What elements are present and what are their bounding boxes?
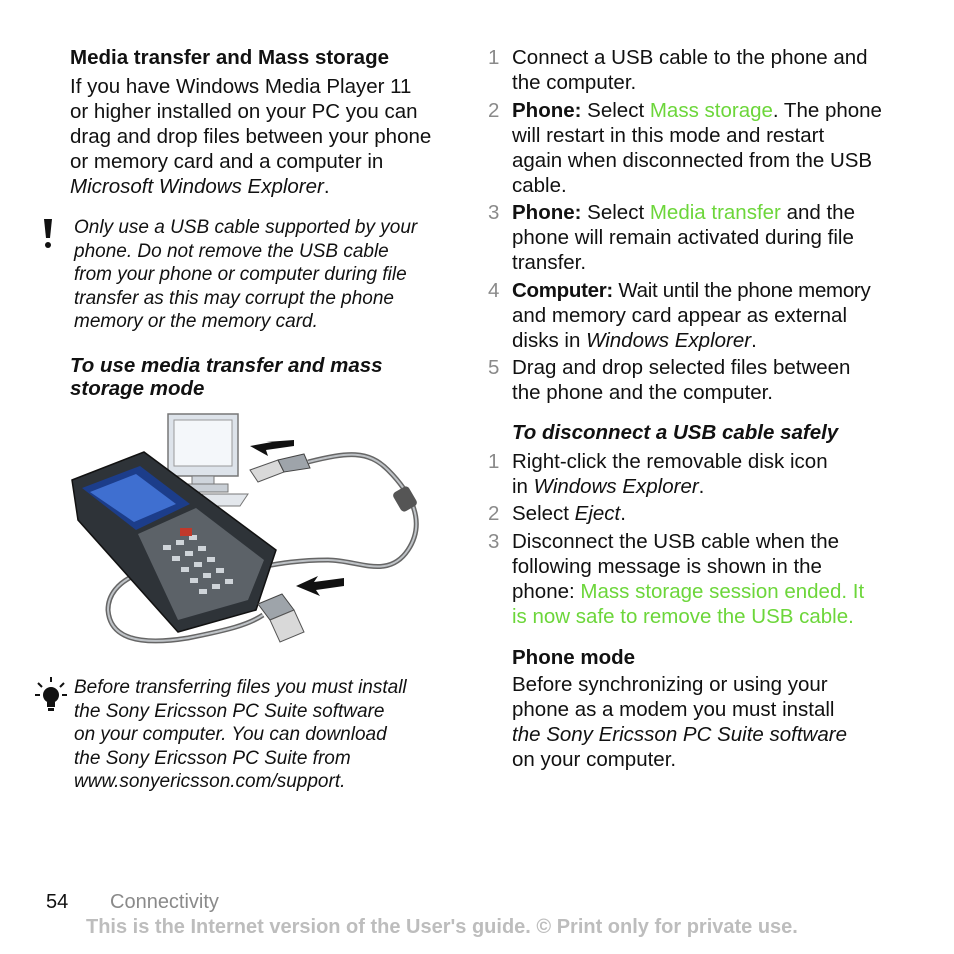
disconnect-step-2: 2 Select Eject. bbox=[488, 502, 626, 525]
phone-mode-paragraph: Before synchronizing or using your phone as a modem you must install the Sony Ericsson PC Suite software on your computer. bbox=[512, 673, 847, 771]
exclamation-icon bbox=[42, 218, 54, 250]
menu-term-media-transfer: Media transfer bbox=[649, 201, 781, 224]
step-number: 5 bbox=[488, 356, 500, 379]
step-3: 3 Phone: Select Media transfer and the phone will remain activated during file transfer. bbox=[488, 201, 855, 274]
phone-mode-heading: Phone mode bbox=[512, 646, 636, 669]
disconnect-step-3: 3 Disconnect the USB cable when the following message is shown in the phone: Mass storage session ended. It is now safe to remove the USB cable. bbox=[488, 529, 898, 629]
step-2: 2 Phone: Select Mass storage. The phone will restart in this mode and restart again when disconnected from the USB cable. bbox=[488, 99, 882, 197]
step-number: 2 bbox=[488, 502, 500, 525]
warning-note: Only use a USB cable supported by your phone. Do not remove the USB cable from your phone or computer during file transfer as this may corrupt the phone memory or the memory card. bbox=[74, 217, 418, 332]
section-name: Connectivity bbox=[110, 891, 219, 913]
step-number: 1 bbox=[488, 46, 500, 69]
procedure-title: To use media transfer and mass storage mode bbox=[70, 354, 383, 400]
menu-term-mass-storage: Mass storage bbox=[649, 99, 773, 122]
status-message: Mass storage session ended. It bbox=[580, 580, 865, 603]
step-number: 3 bbox=[488, 201, 500, 224]
step-5: 5 Drag and drop selected files between the phone and the computer. bbox=[488, 356, 851, 404]
step-number: 4 bbox=[488, 279, 500, 302]
section-heading: Media transfer and Mass storage bbox=[70, 46, 389, 69]
step-number: 2 bbox=[488, 99, 500, 122]
usb-connection-illustration bbox=[68, 410, 428, 660]
intro-paragraph: If you have Windows Media Player 11 or higher installed on your PC you can drag and drop files between your phone or memory card and a computer in Microsoft Windows Explorer. bbox=[70, 75, 432, 198]
status-message-continued: is now safe to remove the USB cable. bbox=[512, 605, 854, 628]
page-number: 54 bbox=[46, 891, 69, 913]
step-1: 1 Connect a USB cable to the phone and the computer. bbox=[488, 46, 868, 94]
lightbulb-icon bbox=[34, 676, 68, 712]
step-number: 1 bbox=[488, 450, 500, 473]
internet-version-notice: This is the Internet version of the User's guide. © Print only for private use. bbox=[86, 916, 798, 938]
tip-note: Before transferring files you must install the Sony Ericsson PC Suite software on your computer. You can download the Sony Ericsson PC Suite from www.sonyericsson.com/support. bbox=[74, 677, 407, 792]
disconnect-step-1: 1 Right-click the removable disk icon in Windows Explorer. bbox=[488, 450, 828, 498]
step-number: 3 bbox=[488, 530, 500, 553]
step-4: 4 Computer: Wait until the phone memory and memory card appear as external disks in Windows Explorer. bbox=[488, 279, 871, 352]
disconnect-procedure-title: To disconnect a USB cable safely bbox=[512, 421, 839, 444]
